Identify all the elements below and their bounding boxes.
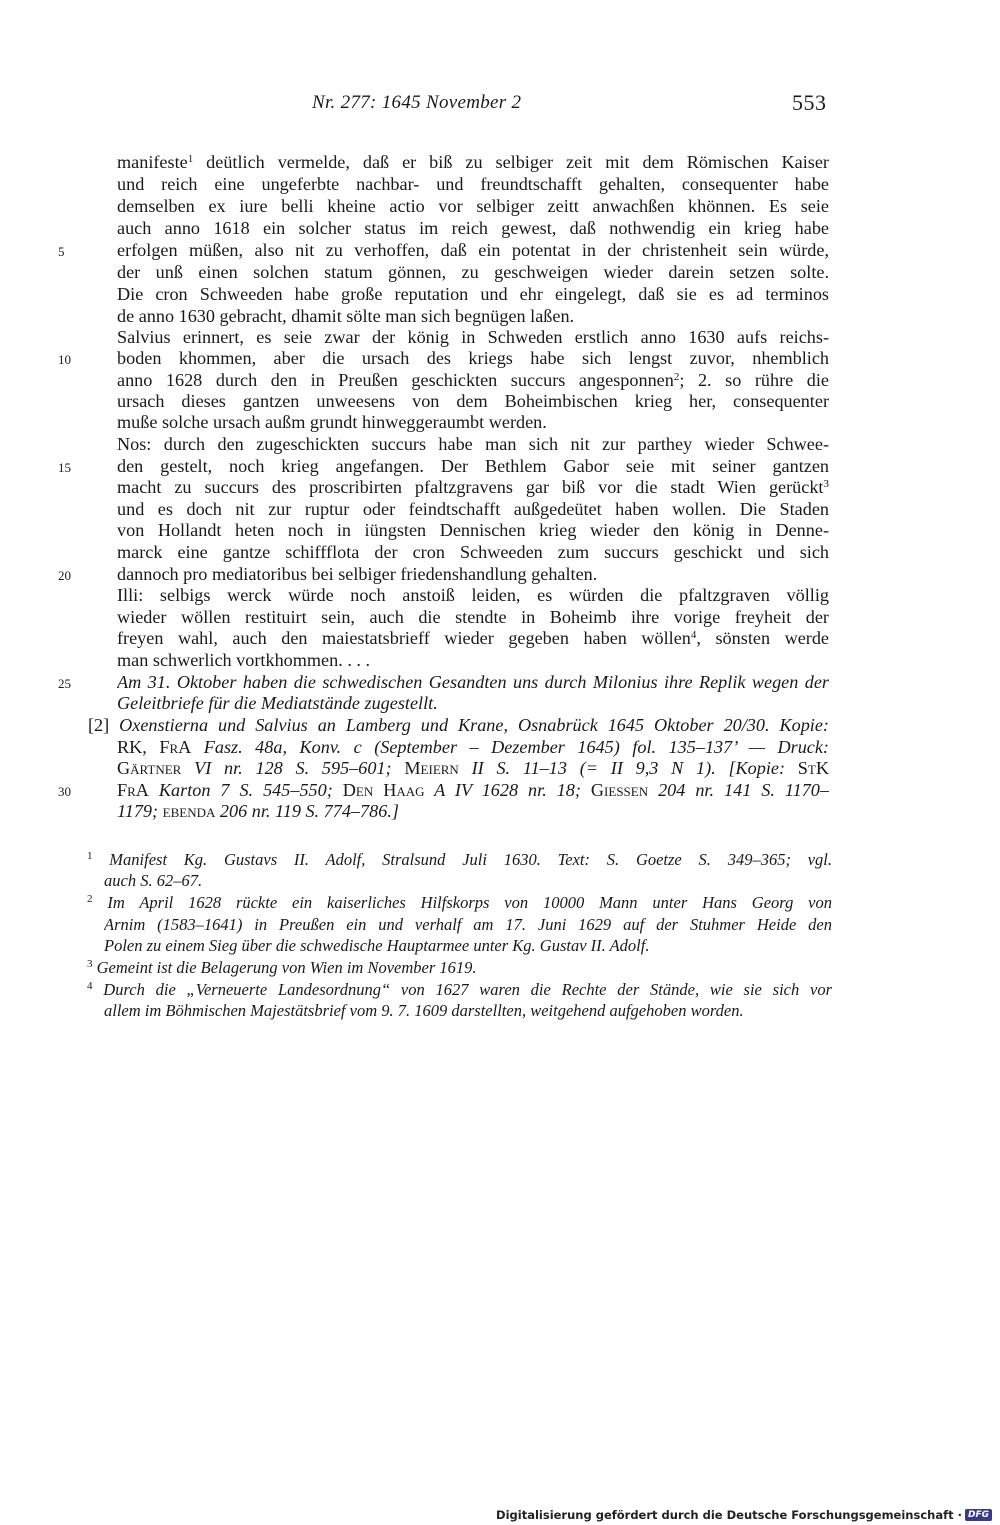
footnote-line: auch S. 62–67. (104, 871, 203, 890)
footnote-ref: 2 (673, 371, 680, 383)
document-entry-line: FrA Karton 7 S. 545–550; Den Haag A IV 1628 nr. 18; Giessen 204 nr. 141 S. 1170– (117, 780, 829, 800)
page-number: 553 (792, 90, 827, 115)
body-line: den gestelt, noch krieg angefangen. Der Bethlem Gabor seie mit seiner gantzen (117, 456, 829, 476)
body-line: de anno 1630 gebracht, dhamit sölte man sich begnügen laßen. (117, 306, 575, 326)
body-line: manifeste$^1$ deütlich vermelde, daß er biß zu selbiger zeit mit dem Römischen Kaiser (117, 152, 829, 172)
document-entry-line: [2] Oxenstierna und Salvius an Lamberg und Krane, Osnabrück 1645 Oktober 20/30. Kopie: (88, 715, 829, 735)
footnote-line: allem im Böhmischen Majestätsbrief vom 9. 7. 1609 darstellten, weitgehend aufgehoben worden. (104, 1001, 744, 1020)
body-line: wieder wöllen restituirt sein, auch die stendte in Boheimb ihre vorige freyheit der (117, 607, 829, 627)
body-line: muße solche ursach außm grundt hinweggeraumbt werden. (117, 412, 547, 432)
footnote-line: Arnim (1583–1641) in Preußen ein und verhalf am 17. Juni 1629 auf der Stuhmer Heide den (104, 915, 832, 934)
line-number: 10 (58, 352, 71, 367)
document-entry-line: RK, FrA Fasz. 48a, Konv. c (September – Dezember 1645) fol. 135–137’ — Druck: (117, 737, 829, 757)
footnote-ref: 4 (690, 629, 697, 641)
footnote: $^2$ Im April 1628 rückte ein kaiserliches Hilfskorps von 10000 Mann unter Hans Georg von (87, 893, 832, 912)
body-line: dannoch pro mediatoribus bei selbiger friedenshandlung gehalten. (117, 564, 598, 584)
body-line: ursach dieses gantzen unweesens von dem Boheimbischen krieg her, consequenter (117, 391, 829, 411)
line-number: 15 (58, 460, 71, 475)
body-line: Illi: selbigs werck würde noch anstoiß leiden, es würden die pfaltzgraven völlig (117, 585, 829, 605)
body-line: freyen wahl, auch den maiestatsbrieff wieder gegeben haben wöllen$^4$, sönsten werde (117, 628, 829, 648)
body-line: von Hollandt heten noch in iüngsten Dennischen krieg wieder den könig in Denne- (117, 520, 829, 540)
body-line: Die cron Schweeden habe große reputation und ehr eingelegt, daß sie es ad terminos (117, 284, 829, 304)
body-line: Nos: durch den zugeschickten succurs habe man sich nit zur parthey wieder Schwee- (117, 434, 829, 454)
document-entry-line: 1179; ebenda 206 nr. 119 S. 774–786.] (117, 801, 399, 821)
body-line: macht zu succurs des proscribirten pfaltzgravens gar biß vor die stadt Wien gerückt$^3$ (117, 477, 829, 497)
footnote: $^4$ Durch die „Verneuerte Landesordnung“ von 1627 waren die Rechte der Stände, wie sie sich vor (87, 980, 832, 999)
body-line: und reich eine ungeferbte nachbar- und freundtschafft gehalten, consequenter habe (117, 174, 829, 194)
body-line: der unß einen solchen statum gönnen, zu geschweigen wieder darein setzen solte. (117, 262, 829, 282)
line-number: 25 (58, 676, 71, 691)
editorial-note-line: Geleitbriefe für die Mediatstände zugestellt. (117, 693, 438, 713)
body-line: erfolgen müßen, also nit zu verhoffen, daß ein potentat in der christenheit sein würde, (117, 240, 829, 260)
body-line: demselben ex iure belli kheine actio vor selbiger zeitt anwachßen khönnen. Es seie (117, 196, 829, 216)
body-line: marck eine gantze schiffflota der cron Schweeden zum succurs geschickt und sich (117, 542, 829, 562)
body-line: Salvius erinnert, es seie zwar der könig in Schweden erstlich anno 1630 aufs reichs- (117, 327, 829, 347)
body-line: man schwerlich vortkhommen. . . . (117, 650, 371, 670)
digitization-credit (496, 1508, 992, 1522)
body-line: boden khommen, aber die ursach des kriegs habe sich lengst zuvor, nhemblich (117, 348, 829, 368)
document-entry-line: Gärtner VI nr. 128 S. 595–601; Meiern II S. 11–13 (= II 9,3 N 1). [Kopie: StK (117, 758, 829, 778)
footnote: $^1$ Manifest Kg. Gustavs II. Adolf, Stralsund Juli 1630. Text: S. Goetze S. 349–365; vgl. (87, 850, 832, 869)
body-line: und es doch nit zur ruptur oder feindtschafft außgedeütet haben wollen. Die Staden (117, 499, 829, 519)
footnote-ref: 1 (187, 153, 194, 165)
editorial-note-line: Am 31. Oktober haben die schwedischen Gesandten uns durch Milonius ihre Replik wegen der (117, 672, 829, 692)
line-number: 20 (58, 568, 71, 583)
body-line: auch anno 1618 ein solcher status im reich gewest, daß nothwendig ein krieg habe (117, 218, 829, 238)
footnote: $^3$ Gemeint ist die Belagerung von Wien im November 1619. (87, 958, 477, 977)
dfg-logo: DFG (965, 1509, 992, 1521)
line-number: 30 (58, 784, 71, 799)
footnote-ref: 3 (823, 478, 829, 490)
running-header (0, 92, 1000, 122)
body-line: anno 1628 durch den in Preußen geschickten succurs angesponnen$^2$; 2. so rühre die (117, 370, 829, 390)
header-title: Nr. 277: 1645 November 2 (312, 92, 522, 113)
line-number: 5 (58, 244, 65, 259)
credit-text: Digitalisierung gefördert durch die Deutsche Forschungsgemeinschaft · (496, 1508, 962, 1522)
footnote-line: Polen zu einem Sieg über die schwedische Hauptarmee unter Kg. Gustav II. Adolf. (104, 936, 650, 955)
